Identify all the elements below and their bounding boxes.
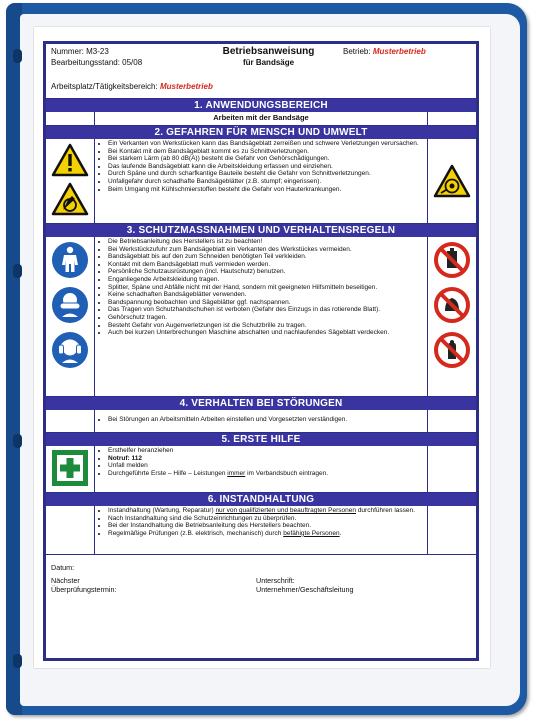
hinge-hole <box>13 49 22 63</box>
list-item: • Das laufende Bandsägeblatt kann die Arbeitskleidung erfassen und einziehen. <box>108 163 425 171</box>
list-item: • Auch bei kurzen Unterbrechungen Maschine abschalten und nachlaufendes Sägeblatt verdecken. <box>108 329 425 337</box>
underlined-text: befähigte Personen <box>283 529 340 537</box>
list-item: • Keine schadhaften Bandsägeblätter verwenden. <box>108 291 425 299</box>
maintenance-left-cell <box>46 506 94 554</box>
malfunctions-left-cell <box>46 410 94 432</box>
malfunctions-list <box>94 410 428 432</box>
list-item: • Unfallgefahr durch schadhafte Bandsägeblätter (z.B. stumpf; eingerissen). <box>108 178 425 186</box>
mandatory-icon-column <box>46 237 94 396</box>
workplace-field <box>51 82 213 91</box>
list-item: • Beim Umgang mit Kühlschmierstoffen besteht die Gefahr von Hauterkrankungen. <box>108 186 425 194</box>
list-item: • Unfall melden <box>108 462 425 470</box>
hinge-hole <box>13 654 22 668</box>
list-item: • Bandspannung beobachten und Sägeblätter ggf. nachspannen. <box>108 299 425 307</box>
text-part: im Verbandsbuch eintragen. <box>245 469 329 477</box>
list-item: • Persönliche Schutzausrüstungen (incl. Hautschutz) benutzen. <box>108 268 425 276</box>
section-title-malfunctions: 4. VERHALTEN BEI STÖRUNGEN <box>46 397 476 410</box>
scope-left-cell <box>46 112 94 125</box>
hinge-hole <box>13 264 22 278</box>
list-item: • Durch Späne und durch scharfkantige Bauteile besteht die Gefahr von Schnittverletzungen. <box>108 170 425 178</box>
text-part: Regelmäßige Prüfungen (z.B. elektrisch, mechanisch) durch <box>108 529 284 537</box>
document-header <box>46 44 476 99</box>
scope-row <box>46 112 476 126</box>
entanglement-warning-icon <box>433 164 471 198</box>
text-part: . <box>339 529 342 537</box>
section-title-maintenance: 6. INSTANDHALTUNG <box>46 493 476 506</box>
list-item: • Das Tragen von Schutzhandschuhen ist verboten (Gefahr des Einzugs in das rotierende Blatt). <box>108 306 425 314</box>
company-field <box>343 47 426 56</box>
list-item <box>108 507 425 515</box>
section-title-first-aid: 5. ERSTE HILFE <box>46 433 476 446</box>
first-aid-row <box>46 446 476 493</box>
workplace-value: Musterbetrieb <box>159 82 213 91</box>
list-item: • Bei Werkstückzufuhr zum Bandsägeblatt ein Verkanten des Werkstückes vermeiden. <box>108 246 425 254</box>
list-item: • Ein Verkanten von Werkstücken kann das Bandsägeblatt zerreißen und schwere Verletzungen verursachen. <box>108 140 425 148</box>
no-reaching-in-icon <box>433 286 471 324</box>
list-item: • Gehörschutz tragen. <box>108 314 425 322</box>
maintenance-list <box>94 506 428 554</box>
maintenance-right-cell <box>428 506 476 554</box>
measures-list <box>94 237 428 396</box>
malfunctions-right-cell <box>428 410 476 432</box>
scope-right-cell <box>428 112 476 125</box>
hand-injury-warning-icon <box>51 182 89 216</box>
hazards-list <box>94 139 428 223</box>
list-item: • Bei der Instandhaltung die Betriebsanleitung des Herstellers beachten. <box>108 522 425 530</box>
underlined-text: immer <box>227 469 246 477</box>
text-part: durchführen lassen. <box>356 507 415 514</box>
list-item: • Nach Instandhaltung sind die Schutzeinrichtungen zu überprüfen. <box>108 515 425 523</box>
list-item: • Die Betriebsanleitung des Herstellers ist zu beachten! <box>108 238 425 246</box>
list-item: • Splitter, Späne und Abfälle nicht mit der Hand, sondern mit geeigneten Hilfsmitteln beseitigen. <box>108 284 425 292</box>
company-label: Betrieb: <box>343 47 371 56</box>
list-item: • Kontakt mit dem Bandsägeblatt muß vermieden werden. <box>108 261 425 269</box>
first-aid-icon-column <box>46 446 94 492</box>
section-title-scope: 1. ANWENDUNGSBEREICH <box>46 99 476 112</box>
first-aid-icon <box>52 450 88 486</box>
eye-protection-icon <box>51 286 89 324</box>
emergency-number: • Notruf: 112 <box>108 455 425 463</box>
title-text: Betriebsanweisung <box>222 46 315 57</box>
management-label: Unternehmer/Geschäftsleitung <box>256 585 354 594</box>
protective-clothing-icon <box>51 241 89 279</box>
text-part: Durchgeführte Erste – Hilfe – Leistungen <box>108 469 228 477</box>
hazards-icon-column <box>46 139 94 223</box>
list-item: • Bei starkem Lärm (ab 80 dB(A)) besteht die Gefahr von Gehörschädigungen. <box>108 155 425 163</box>
maintenance-row <box>46 506 476 555</box>
revision-status: Bearbeitungsstand: 05/08 <box>51 58 143 67</box>
operating-instructions-sheet <box>34 27 490 668</box>
malfunctions-row <box>46 410 476 433</box>
hazards-right-icon-column <box>428 139 476 223</box>
workplace-label: Arbeitsplatz/Tätigkeitsbereich: <box>51 82 158 91</box>
no-cooling-lubricant-icon <box>433 241 471 279</box>
list-item: • Ersthelfer heranziehen <box>108 447 425 455</box>
review-date-label: Überprüfungstermin: <box>51 585 117 594</box>
underlined-text: nur von qualifizierten und beauftragten Personen <box>215 507 357 514</box>
list-item: • Besteht Gefahr von Augenverletzungen ist die Schutzbrille zu tragen. <box>108 322 425 330</box>
list-item: • Bandsägeblatt bis auf den zum Schneiden benötigten Teil verkleiden. <box>108 253 425 261</box>
title-subtitle: für Bandsäge <box>242 58 295 67</box>
list-item: • Bei Störungen an Arbeitsmitteln Arbeiten einstellen und Vorgesetzten verständigen. <box>108 416 425 424</box>
section-title-measures: 3. SCHUTZMASSNAHMEN UND VERHALTENSREGELN <box>46 224 476 237</box>
first-aid-list <box>94 446 428 492</box>
document-number: Nummer: M3-23 <box>51 47 109 56</box>
list-item: • Bei Kontakt mit dem Bandsägeblatt kommt es zu Schnittverletzungen. <box>108 148 425 156</box>
signature-label: Unterschrift: <box>256 576 295 585</box>
hearing-protection-icon <box>51 331 89 369</box>
company-value: Musterbetrieb <box>372 47 426 56</box>
document-title <box>196 46 341 68</box>
list-item <box>108 530 425 538</box>
prohibition-icon-column <box>428 237 476 396</box>
next-review-label: Nächster <box>51 576 80 585</box>
list-item <box>108 470 425 478</box>
first-aid-right-cell <box>428 446 476 492</box>
section-title-hazards: 2. GEFAHREN FÜR MENSCH UND UMWELT <box>46 126 476 139</box>
measures-row <box>46 237 476 397</box>
no-gloves-icon <box>433 331 471 369</box>
general-warning-icon <box>51 143 89 177</box>
hazards-row <box>46 139 476 224</box>
date-label: Datum: <box>51 563 75 572</box>
document-border <box>43 41 479 661</box>
list-item: • Enganliegende Arbeitskleidung tragen. <box>108 276 425 284</box>
text-part: Instandhaltung (Wartung, Reparatur) <box>108 507 216 514</box>
hinge-hole <box>13 434 22 448</box>
scope-text: Arbeiten mit der Bandsäge <box>94 112 428 125</box>
